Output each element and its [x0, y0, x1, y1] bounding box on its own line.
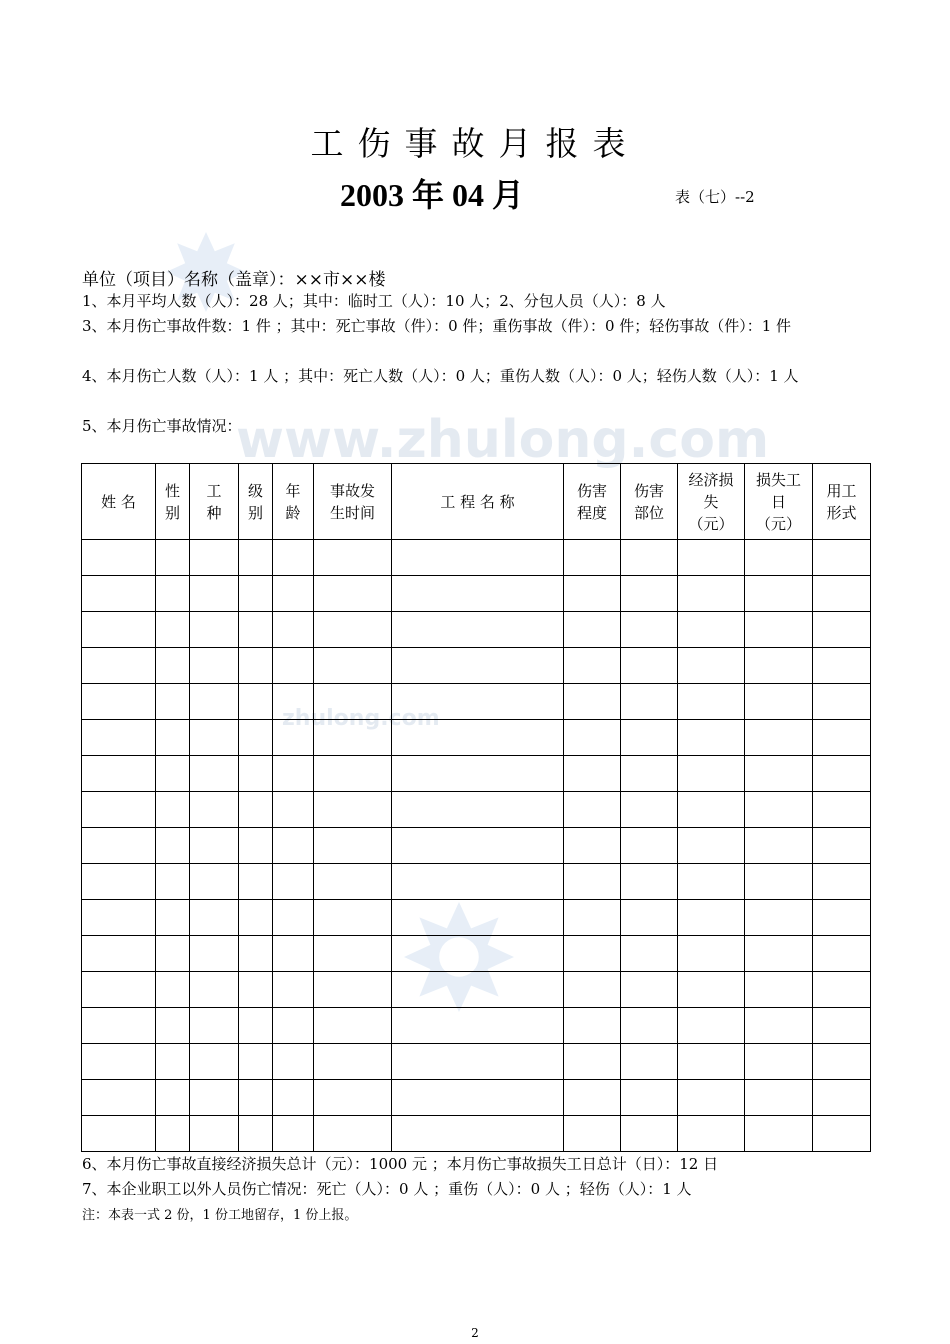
header-name: 姓 名 [82, 464, 156, 540]
table-cell[interactable] [314, 828, 392, 864]
table-cell[interactable] [273, 1044, 314, 1080]
table-cell[interactable] [239, 612, 273, 648]
table-cell[interactable] [564, 864, 621, 900]
table-cell[interactable] [392, 720, 564, 756]
table-cell[interactable] [190, 648, 239, 684]
table-row [82, 792, 871, 828]
table-cell[interactable] [314, 936, 392, 972]
page-number: 2 [471, 1326, 479, 1340]
table-cell[interactable] [745, 648, 813, 684]
table-cell[interactable] [813, 900, 871, 936]
table-cell[interactable] [273, 1008, 314, 1044]
table-cell[interactable] [392, 756, 564, 792]
table-cell[interactable] [745, 720, 813, 756]
form-number: 表（七）--2 [675, 188, 755, 206]
table-cell[interactable] [314, 612, 392, 648]
table-cell[interactable] [82, 864, 156, 900]
page-title: 工伤事故月报表 [310, 124, 640, 163]
table-row [82, 1044, 871, 1080]
table-cell[interactable] [678, 864, 745, 900]
table-cell[interactable] [621, 936, 678, 972]
table-cell[interactable] [678, 756, 745, 792]
table-cell[interactable] [273, 540, 314, 576]
table-cell[interactable] [564, 684, 621, 720]
table-note: 注：本表一式 2 份，1 份工地留存，1 份上报。 [82, 1208, 358, 1223]
watermark-text-small: zhulong.com [282, 706, 440, 731]
table-cell[interactable] [273, 648, 314, 684]
table-cell[interactable] [156, 720, 190, 756]
table-cell[interactable] [314, 1044, 392, 1080]
table-cell[interactable] [813, 576, 871, 612]
table-cell[interactable] [745, 1080, 813, 1116]
info-line-1: 1、本月平均人数（人）：28 人；其中：临时工（人）：10 人；2、分包人员（人）：8 人 [82, 292, 666, 310]
table-cell[interactable] [813, 540, 871, 576]
table-cell[interactable] [239, 936, 273, 972]
table-cell[interactable] [82, 684, 156, 720]
table-row [82, 972, 871, 1008]
header-accident-time: 事故发生时间 [314, 464, 392, 540]
table-cell[interactable] [239, 1080, 273, 1116]
table-cell[interactable] [392, 684, 564, 720]
table-cell[interactable] [190, 864, 239, 900]
table-row [82, 900, 871, 936]
table-cell[interactable] [745, 1044, 813, 1080]
table-cell[interactable] [82, 900, 156, 936]
table-cell[interactable] [392, 972, 564, 1008]
table-cell[interactable] [564, 1008, 621, 1044]
table-cell[interactable] [678, 1116, 745, 1152]
table-cell[interactable] [239, 648, 273, 684]
table-cell[interactable] [564, 828, 621, 864]
table-cell[interactable] [621, 1080, 678, 1116]
table-cell[interactable] [745, 792, 813, 828]
table-cell[interactable] [745, 1008, 813, 1044]
table-cell[interactable] [813, 612, 871, 648]
header-economic-loss: 经济损失（元） [678, 464, 745, 540]
table-cell[interactable] [564, 648, 621, 684]
accident-table [81, 463, 871, 1152]
table-cell[interactable] [190, 1116, 239, 1152]
table-cell[interactable] [621, 828, 678, 864]
table-cell[interactable] [273, 792, 314, 828]
table-cell[interactable] [678, 972, 745, 1008]
table-cell[interactable] [156, 612, 190, 648]
table-cell[interactable] [239, 828, 273, 864]
header-employment-form: 用工形式 [813, 464, 871, 540]
table-cell[interactable] [273, 612, 314, 648]
table-cell[interactable] [82, 612, 156, 648]
table-cell[interactable] [564, 1080, 621, 1116]
table-cell[interactable] [392, 828, 564, 864]
table-cell[interactable] [82, 1116, 156, 1152]
table-row [82, 540, 871, 576]
table-cell[interactable] [82, 792, 156, 828]
table-cell[interactable] [190, 828, 239, 864]
table-cell[interactable] [392, 864, 564, 900]
header-injury-degree: 伤害程度 [564, 464, 621, 540]
table-cell[interactable] [156, 900, 190, 936]
table-cell[interactable] [273, 720, 314, 756]
table-cell[interactable] [82, 720, 156, 756]
info-line-3: 4、本月伤亡人数（人）：1 人 ；其中：死亡人数（人）：0 人；重伤人数（人）：0 人；轻伤人数（人）：1 人 [82, 367, 799, 385]
table-cell[interactable] [813, 1008, 871, 1044]
table-cell[interactable] [678, 936, 745, 972]
table-cell[interactable] [239, 576, 273, 612]
table-cell[interactable] [190, 792, 239, 828]
table-cell[interactable] [314, 648, 392, 684]
table-cell[interactable] [239, 720, 273, 756]
table-cell[interactable] [678, 1044, 745, 1080]
table-cell[interactable] [82, 972, 156, 1008]
table-row [82, 684, 871, 720]
table-cell[interactable] [314, 1008, 392, 1044]
table-cell[interactable] [621, 1116, 678, 1152]
table-cell[interactable] [314, 864, 392, 900]
table-cell[interactable] [156, 648, 190, 684]
table-cell[interactable] [392, 612, 564, 648]
table-cell[interactable] [82, 576, 156, 612]
table-cell[interactable] [239, 756, 273, 792]
table-cell[interactable] [813, 828, 871, 864]
table-cell[interactable] [745, 972, 813, 1008]
summary-line-6: 6、本月伤亡事故直接经济损失总计（元）：1000 元 ；本月伤亡事故损失工日总计（日）：12 日 [82, 1155, 719, 1173]
table-cell[interactable] [314, 792, 392, 828]
table-row [82, 576, 871, 612]
header-gender: 性别 [156, 464, 190, 540]
table-cell[interactable] [678, 540, 745, 576]
table-row [82, 936, 871, 972]
table-cell[interactable] [621, 756, 678, 792]
table-cell[interactable] [239, 900, 273, 936]
unit-name-line: 单位（项目）名称（盖章）：××市××楼 [82, 270, 386, 290]
table-cell[interactable] [745, 864, 813, 900]
table-cell[interactable] [273, 828, 314, 864]
table-cell[interactable] [745, 828, 813, 864]
table-cell[interactable] [314, 1116, 392, 1152]
table-row [82, 612, 871, 648]
table-cell[interactable] [745, 576, 813, 612]
table-cell[interactable] [82, 828, 156, 864]
table-cell[interactable] [564, 1044, 621, 1080]
table-cell[interactable] [82, 648, 156, 684]
table-cell[interactable] [239, 1044, 273, 1080]
table-cell[interactable] [621, 900, 678, 936]
table-cell[interactable] [156, 828, 190, 864]
table-cell[interactable] [564, 720, 621, 756]
table-cell[interactable] [273, 972, 314, 1008]
header-project-name: 工 程 名 称 [392, 464, 564, 540]
table-cell[interactable] [621, 612, 678, 648]
table-cell[interactable] [190, 612, 239, 648]
table-cell[interactable] [156, 756, 190, 792]
table-cell[interactable] [190, 756, 239, 792]
table-cell[interactable] [564, 972, 621, 1008]
accident-table-body [82, 540, 871, 1152]
table-cell[interactable] [314, 540, 392, 576]
table-cell[interactable] [273, 1080, 314, 1116]
table-cell[interactable] [273, 864, 314, 900]
table-cell[interactable] [156, 936, 190, 972]
header-grade: 级别 [239, 464, 273, 540]
table-cell[interactable] [813, 684, 871, 720]
table-cell[interactable] [156, 1044, 190, 1080]
table-cell[interactable] [564, 900, 621, 936]
table-row [82, 756, 871, 792]
table-cell[interactable] [745, 936, 813, 972]
table-cell[interactable] [156, 1008, 190, 1044]
table-cell[interactable] [621, 792, 678, 828]
header-lost-workdays: 损失工日（元） [745, 464, 813, 540]
table-cell[interactable] [314, 720, 392, 756]
summary-line-7: 7、本企业职工以外人员伤亡情况：死亡（人）：0 人 ；重伤（人）：0 人 ；轻伤（人）：1 人 [82, 1180, 692, 1198]
table-cell[interactable] [314, 576, 392, 612]
table-cell[interactable] [314, 972, 392, 1008]
table-cell[interactable] [564, 540, 621, 576]
table-cell[interactable] [190, 900, 239, 936]
table-cell[interactable] [392, 648, 564, 684]
table-cell[interactable] [745, 612, 813, 648]
table-cell[interactable] [621, 720, 678, 756]
table-cell[interactable] [621, 1044, 678, 1080]
table-cell[interactable] [564, 936, 621, 972]
table-cell[interactable] [156, 540, 190, 576]
table-cell[interactable] [156, 684, 190, 720]
table-cell[interactable] [82, 936, 156, 972]
table-cell[interactable] [678, 792, 745, 828]
table-cell[interactable] [678, 648, 745, 684]
table-cell[interactable] [564, 756, 621, 792]
table-cell[interactable] [314, 900, 392, 936]
table-row [82, 1080, 871, 1116]
header-age: 年龄 [273, 464, 314, 540]
table-cell[interactable] [156, 864, 190, 900]
table-cell[interactable] [392, 540, 564, 576]
table-cell[interactable] [621, 576, 678, 612]
table-cell[interactable] [621, 864, 678, 900]
table-cell[interactable] [82, 540, 156, 576]
table-row [82, 1116, 871, 1152]
table-cell[interactable] [82, 1008, 156, 1044]
table-cell[interactable] [190, 972, 239, 1008]
table-cell[interactable] [190, 1044, 239, 1080]
table-cell[interactable] [190, 720, 239, 756]
table-cell[interactable] [82, 1044, 156, 1080]
table-cell[interactable] [190, 684, 239, 720]
table-cell[interactable] [273, 900, 314, 936]
table-cell[interactable] [190, 540, 239, 576]
table-cell[interactable] [239, 1008, 273, 1044]
table-cell[interactable] [678, 828, 745, 864]
table-cell[interactable] [678, 1008, 745, 1044]
table-cell[interactable] [239, 1116, 273, 1152]
table-cell[interactable] [273, 1116, 314, 1152]
table-cell[interactable] [392, 900, 564, 936]
header-injury-part: 伤害部位 [621, 464, 678, 540]
table-header-row [82, 464, 871, 540]
table-cell[interactable] [564, 612, 621, 648]
table-cell[interactable] [190, 1008, 239, 1044]
table-cell[interactable] [621, 648, 678, 684]
info-line-2: 3、本月伤亡事故件数：1 件 ；其中：死亡事故（件）：0 件；重伤事故（件）：0 件；轻伤事故（件）：1 件 [82, 317, 792, 335]
table-cell[interactable] [564, 792, 621, 828]
table-cell[interactable] [745, 684, 813, 720]
table-cell[interactable] [156, 1080, 190, 1116]
table-cell[interactable] [813, 864, 871, 900]
table-cell[interactable] [273, 576, 314, 612]
table-cell[interactable] [621, 1008, 678, 1044]
table-cell[interactable] [239, 972, 273, 1008]
table-row [82, 1008, 871, 1044]
table-row [82, 720, 871, 756]
table-cell[interactable] [314, 684, 392, 720]
table-cell[interactable] [273, 936, 314, 972]
table-cell[interactable] [564, 1116, 621, 1152]
table-cell[interactable] [239, 684, 273, 720]
table-cell[interactable] [813, 972, 871, 1008]
table-row [82, 648, 871, 684]
table-cell[interactable] [813, 720, 871, 756]
table-cell[interactable] [745, 540, 813, 576]
table-cell[interactable] [392, 936, 564, 972]
table-cell[interactable] [678, 576, 745, 612]
table-cell[interactable] [314, 756, 392, 792]
info-line-4: 5、本月伤亡事故情况： [82, 417, 242, 435]
table-cell[interactable] [190, 576, 239, 612]
table-cell[interactable] [745, 756, 813, 792]
table-cell[interactable] [239, 864, 273, 900]
table-cell[interactable] [392, 1008, 564, 1044]
table-cell[interactable] [392, 792, 564, 828]
table-cell[interactable] [156, 1116, 190, 1152]
table-cell[interactable] [190, 936, 239, 972]
table-cell[interactable] [156, 972, 190, 1008]
table-cell[interactable] [813, 1080, 871, 1116]
table-cell[interactable] [813, 936, 871, 972]
table-cell[interactable] [392, 1080, 564, 1116]
table-cell[interactable] [621, 972, 678, 1008]
table-cell[interactable] [678, 684, 745, 720]
table-cell[interactable] [813, 1044, 871, 1080]
table-cell[interactable] [813, 792, 871, 828]
table-cell[interactable] [621, 540, 678, 576]
table-cell[interactable] [190, 1080, 239, 1116]
table-cell[interactable] [156, 576, 190, 612]
table-cell[interactable] [239, 540, 273, 576]
table-cell[interactable] [678, 900, 745, 936]
table-cell[interactable] [564, 576, 621, 612]
table-cell[interactable] [813, 756, 871, 792]
table-cell[interactable] [678, 612, 745, 648]
table-cell[interactable] [392, 576, 564, 612]
table-cell[interactable] [82, 1080, 156, 1116]
table-cell[interactable] [745, 1116, 813, 1152]
table-cell[interactable] [156, 792, 190, 828]
table-cell[interactable] [392, 1044, 564, 1080]
table-cell[interactable] [314, 1080, 392, 1116]
table-cell[interactable] [273, 756, 314, 792]
table-cell[interactable] [813, 648, 871, 684]
table-cell[interactable] [273, 684, 314, 720]
table-cell[interactable] [621, 684, 678, 720]
table-row [82, 864, 871, 900]
table-cell[interactable] [82, 756, 156, 792]
table-cell[interactable] [239, 792, 273, 828]
table-cell[interactable] [392, 1116, 564, 1152]
table-cell[interactable] [813, 1116, 871, 1152]
table-cell[interactable] [678, 720, 745, 756]
report-period: 2003 年 04 月 [340, 177, 525, 213]
table-cell[interactable] [745, 900, 813, 936]
table-row [82, 828, 871, 864]
watermark-text: www.zhulong.com [236, 410, 770, 470]
header-job-type: 工种 [190, 464, 239, 540]
table-cell[interactable] [678, 1080, 745, 1116]
